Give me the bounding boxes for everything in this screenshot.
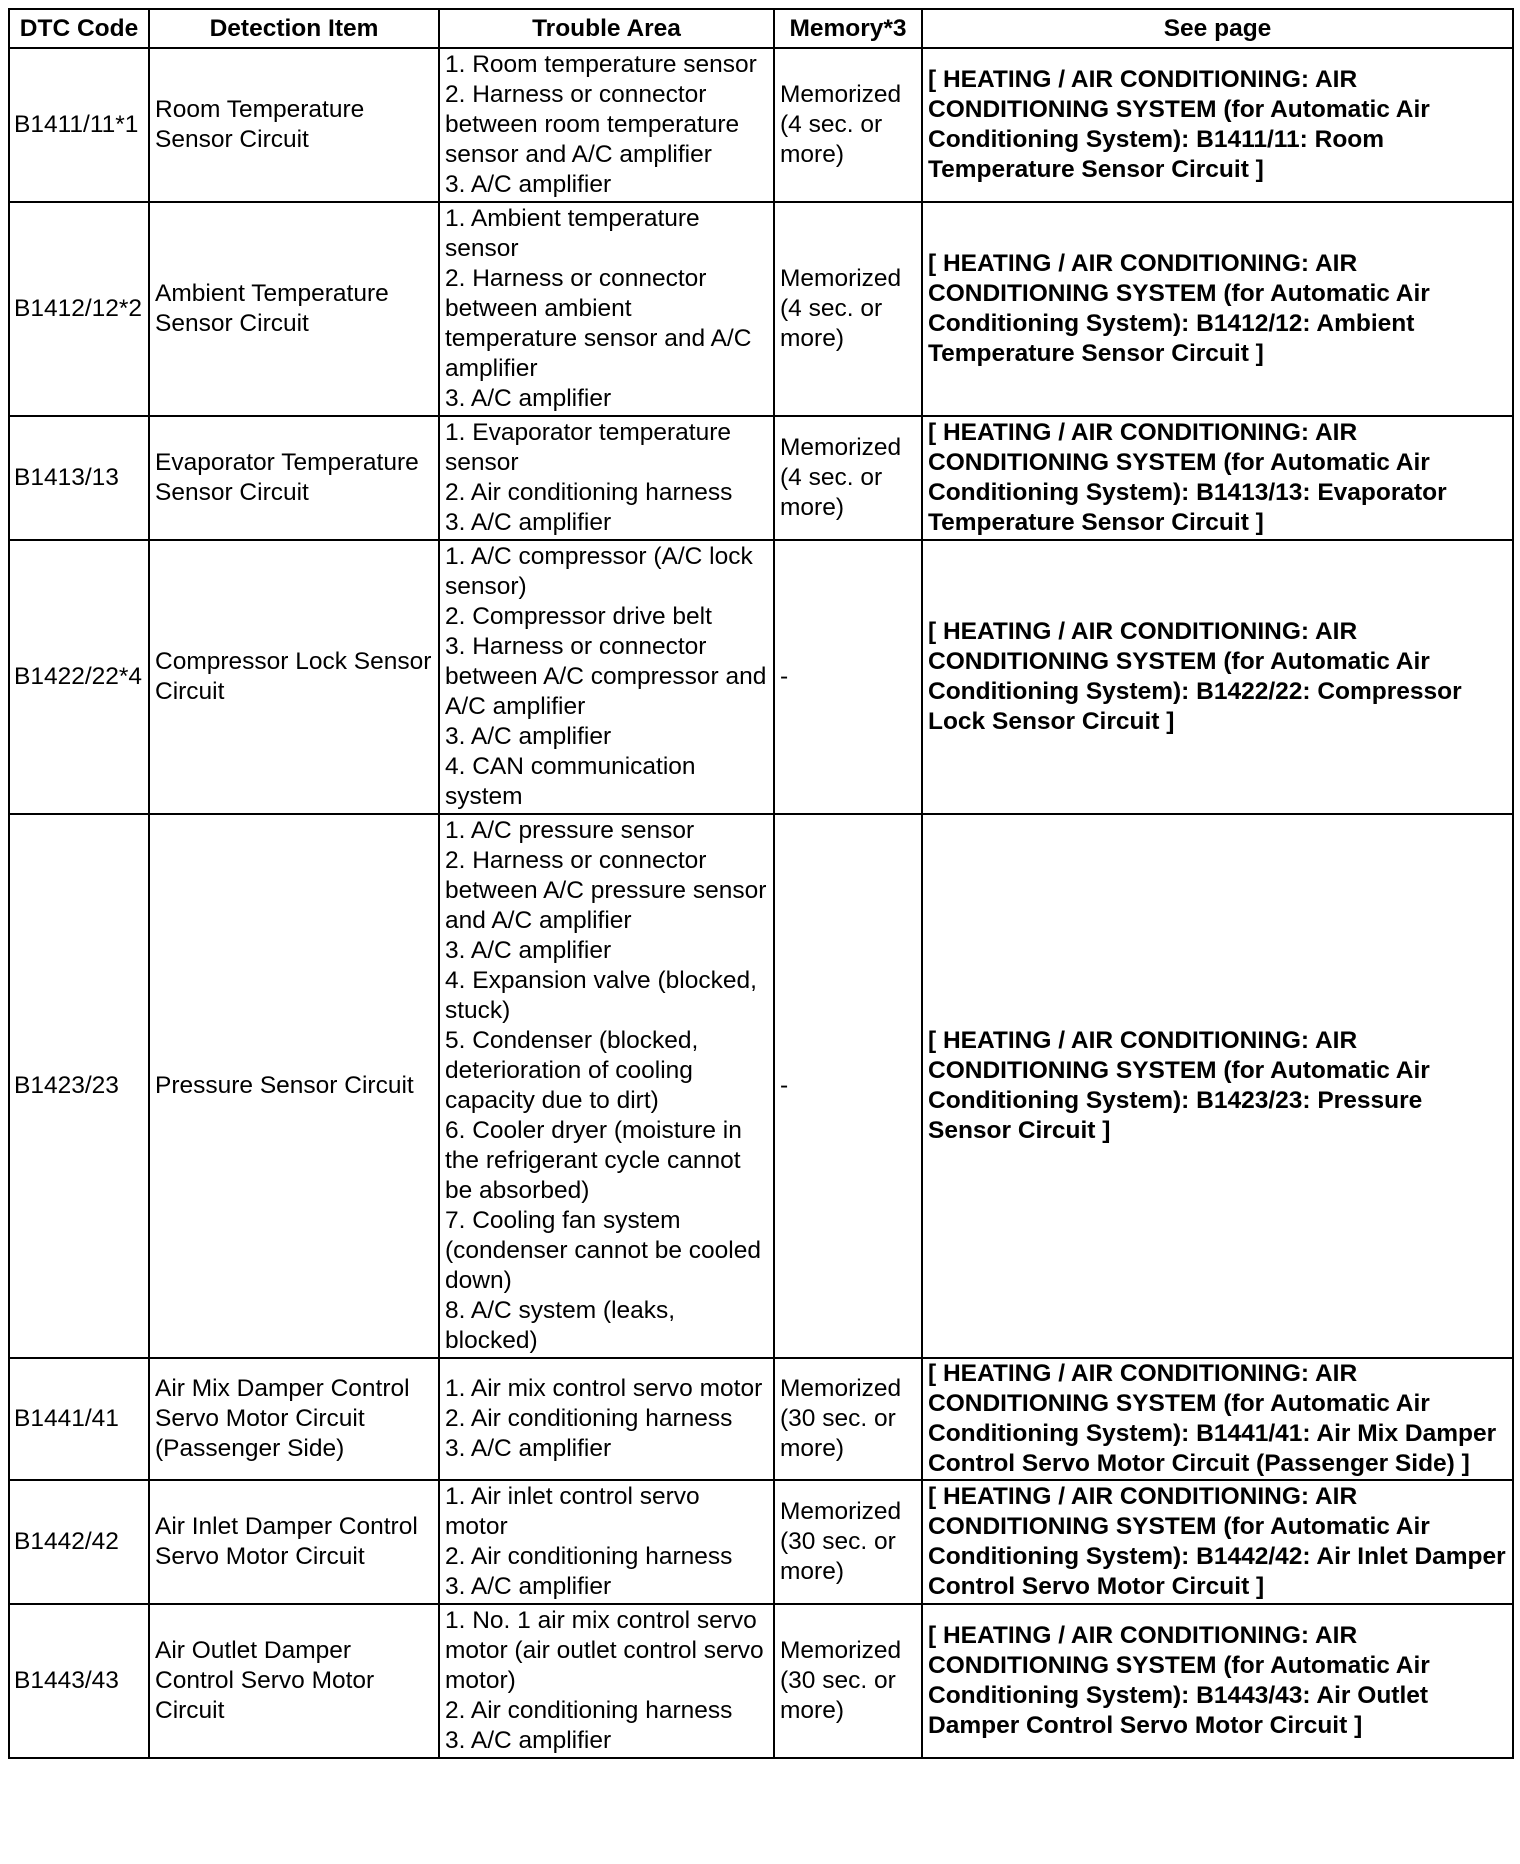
memory-cell: Memorized (4 sec. or more) <box>774 202 922 416</box>
trouble-area-line: 7. Cooling fan system (condenser cannot be cooled down) <box>445 1207 761 1294</box>
detection-item-cell: Compressor Lock Sensor Circuit <box>149 540 439 814</box>
trouble-area-cell <box>439 48 774 202</box>
dtc-table <box>8 8 1514 1759</box>
trouble-area-line: 3. A/C amplifier <box>445 171 612 198</box>
trouble-area-line: 1. No. 1 air mix control servo motor (air outlet control servo motor) <box>445 1607 764 1694</box>
trouble-area-line: 2. Harness or connector between A/C pressure sensor and A/C amplifier <box>445 847 767 934</box>
memory-cell: Memorized (30 sec. or more) <box>774 1480 922 1604</box>
trouble-area-line: 2. Harness or connector between ambient temperature sensor and A/C amplifier <box>445 265 752 382</box>
trouble-area-cell <box>439 1604 774 1758</box>
dtc-code-cell: B1412/12*2 <box>9 202 149 416</box>
trouble-area-line: 3. A/C amplifier <box>445 509 612 536</box>
trouble-area-line: 2. Air conditioning harness <box>445 1697 733 1724</box>
trouble-area-line: 3. A/C amplifier <box>445 1727 612 1754</box>
detection-item-cell: Air Mix Damper Control Servo Motor Circuit (Passenger Side) <box>149 1358 439 1480</box>
see-page-link: [ HEATING / AIR CONDITIONING: AIR CONDITIONING SYSTEM (for Automatic Air Conditioning System): B1441/41: Air Mix Damper Control Servo Motor Circuit (Passenger Side) ] <box>922 1358 1513 1480</box>
trouble-area-line: 4. CAN communication system <box>445 753 696 810</box>
trouble-area-line: 3. A/C amplifier <box>445 937 612 964</box>
table-row <box>9 1358 1513 1480</box>
trouble-area-line: 1. Air mix control servo motor <box>445 1375 763 1402</box>
see-page-link: [ HEATING / AIR CONDITIONING: AIR CONDITIONING SYSTEM (for Automatic Air Conditioning System): B1443/43: Air Outlet Damper Control Servo Motor Circuit ] <box>922 1604 1513 1758</box>
dtc-code-cell: B1422/22*4 <box>9 540 149 814</box>
detection-item-cell: Room Temperature Sensor Circuit <box>149 48 439 202</box>
trouble-area-line: 3. A/C amplifier <box>445 385 612 412</box>
header-see-page: See page <box>922 9 1513 48</box>
dtc-table-body <box>9 48 1513 1758</box>
trouble-area-line: 3. A/C amplifier <box>445 723 612 750</box>
trouble-area-cell <box>439 1480 774 1604</box>
trouble-area-line: 8. A/C system (leaks, blocked) <box>445 1297 676 1354</box>
trouble-area-line: 2. Air conditioning harness <box>445 1405 733 1432</box>
table-row <box>9 1480 1513 1604</box>
see-page-link: [ HEATING / AIR CONDITIONING: AIR CONDITIONING SYSTEM (for Automatic Air Conditioning System): B1412/12: Ambient Temperature Sensor Circuit ] <box>922 202 1513 416</box>
trouble-area-line: 5. Condenser (blocked, deterioration of cooling capacity due to dirt) <box>445 1027 699 1114</box>
trouble-area-line: 2. Air conditioning harness <box>445 479 733 506</box>
trouble-area-cell <box>439 202 774 416</box>
dtc-code-cell: B1443/43 <box>9 1604 149 1758</box>
table-row <box>9 202 1513 416</box>
trouble-area-line: 1. Room temperature sensor <box>445 51 757 78</box>
detection-item-cell: Evaporator Temperature Sensor Circuit <box>149 416 439 540</box>
trouble-area-line: 1. Air inlet control servo motor <box>445 1483 700 1540</box>
table-row <box>9 416 1513 540</box>
dtc-code-cell: B1441/41 <box>9 1358 149 1480</box>
trouble-area-cell <box>439 814 774 1358</box>
trouble-area-cell <box>439 1358 774 1480</box>
detection-item-cell: Ambient Temperature Sensor Circuit <box>149 202 439 416</box>
header-memory: Memory*3 <box>774 9 922 48</box>
trouble-area-line: 1. A/C compressor (A/C lock sensor) <box>445 543 753 600</box>
dtc-code-cell: B1413/13 <box>9 416 149 540</box>
table-row <box>9 540 1513 814</box>
see-page-link: [ HEATING / AIR CONDITIONING: AIR CONDITIONING SYSTEM (for Automatic Air Conditioning System): B1413/13: Evaporator Temperature Sensor Circuit ] <box>922 416 1513 540</box>
memory-cell: Memorized (30 sec. or more) <box>774 1358 922 1480</box>
see-page-link: [ HEATING / AIR CONDITIONING: AIR CONDITIONING SYSTEM (for Automatic Air Conditioning System): B1423/23: Pressure Sensor Circuit ] <box>922 814 1513 1358</box>
header-dtc-code: DTC Code <box>9 9 149 48</box>
see-page-link: [ HEATING / AIR CONDITIONING: AIR CONDITIONING SYSTEM (for Automatic Air Conditioning System): B1411/11: Room Temperature Sensor Circuit ] <box>922 48 1513 202</box>
dtc-code-cell: B1442/42 <box>9 1480 149 1604</box>
header-row <box>9 9 1513 48</box>
table-row <box>9 1604 1513 1758</box>
trouble-area-cell <box>439 540 774 814</box>
memory-cell: Memorized (4 sec. or more) <box>774 416 922 540</box>
table-row <box>9 48 1513 202</box>
trouble-area-line: 2. Harness or connector between room temperature sensor and A/C amplifier <box>445 81 740 168</box>
header-detection-item: Detection Item <box>149 9 439 48</box>
trouble-area-line: 1. A/C pressure sensor <box>445 817 695 844</box>
memory-cell: - <box>774 540 922 814</box>
detection-item-cell: Pressure Sensor Circuit <box>149 814 439 1358</box>
trouble-area-line: 3. A/C amplifier <box>445 1573 612 1600</box>
detection-item-cell: Air Outlet Damper Control Servo Motor Circuit <box>149 1604 439 1758</box>
trouble-area-line: 6. Cooler dryer (moisture in the refrigerant cycle cannot be absorbed) <box>445 1117 742 1204</box>
see-page-link: [ HEATING / AIR CONDITIONING: AIR CONDITIONING SYSTEM (for Automatic Air Conditioning System): B1442/42: Air Inlet Damper Control Servo Motor Circuit ] <box>922 1480 1513 1604</box>
trouble-area-cell <box>439 416 774 540</box>
trouble-area-line: 3. Harness or connector between A/C compressor and A/C amplifier <box>445 633 767 720</box>
table-row <box>9 814 1513 1358</box>
header-trouble-area: Trouble Area <box>439 9 774 48</box>
trouble-area-line: 1. Ambient temperature sensor <box>445 205 700 262</box>
dtc-code-cell: B1411/11*1 <box>9 48 149 202</box>
trouble-area-line: 2. Compressor drive belt <box>445 603 712 630</box>
memory-cell: Memorized (4 sec. or more) <box>774 48 922 202</box>
memory-cell: - <box>774 814 922 1358</box>
trouble-area-line: 2. Air conditioning harness <box>445 1543 733 1570</box>
detection-item-cell: Air Inlet Damper Control Servo Motor Circuit <box>149 1480 439 1604</box>
trouble-area-line: 3. A/C amplifier <box>445 1435 612 1462</box>
trouble-area-line: 1. Evaporator temperature sensor <box>445 419 731 476</box>
see-page-link: [ HEATING / AIR CONDITIONING: AIR CONDITIONING SYSTEM (for Automatic Air Conditioning System): B1422/22: Compressor Lock Sensor Circuit ] <box>922 540 1513 814</box>
trouble-area-line: 4. Expansion valve (blocked, stuck) <box>445 967 757 1024</box>
memory-cell: Memorized (30 sec. or more) <box>774 1604 922 1758</box>
dtc-code-cell: B1423/23 <box>9 814 149 1358</box>
